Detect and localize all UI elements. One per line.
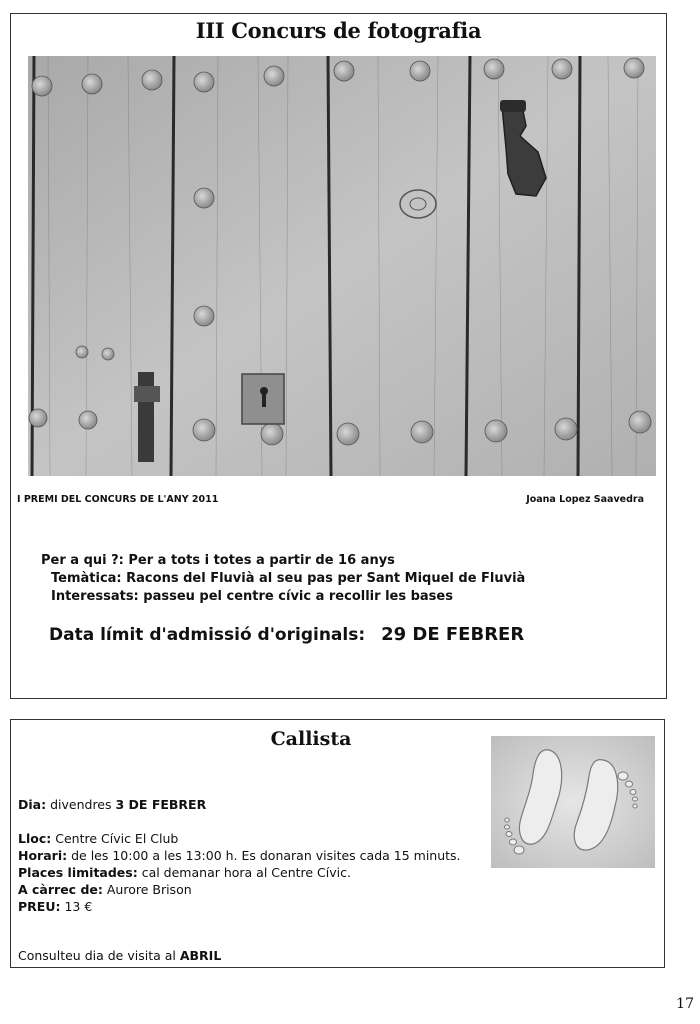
limited-places-label: Places limitades: [18,865,138,880]
callista-price [18,898,461,915]
callista-title: Callista [270,728,352,750]
callista-details [18,796,461,915]
callista-place [18,830,461,847]
schedule-label: Horari: [18,848,68,863]
schedule-value: de les 10:00 a les 13:00 h. Es donaran visites cada 15 minuts. [71,848,461,863]
callista-in-charge [18,881,461,898]
contest-info-audience: Per a qui ?: Per a tots i totes a partir de 16 anys [41,553,395,568]
in-charge-value: Aurore Brison [106,882,192,897]
contest-title: III Concurs de fotografia [195,18,482,43]
callista-visit-note [18,948,221,963]
contest-deadline [49,624,524,645]
callista-schedule [18,847,461,864]
place-label: Lloc: [18,831,52,846]
callista-section [10,719,665,968]
photo-caption-author: Joana Lopez Saavedra [526,494,644,505]
contest-info-interested: Interessats: passeu pel centre cívic a recollir les bases [51,589,453,604]
contest-winning-photo [28,56,656,476]
footprints-photo [491,736,655,868]
visit-month: ABRIL [179,948,222,963]
callista-limited-places [18,864,461,881]
visit-text: Consulteu dia de visita al [18,948,176,963]
contest-info-theme: Temàtica: Racons del Fluvià al seu pas per Sant Miquel de Fluvià [51,571,526,586]
deadline-date: 29 DE FEBRER [381,624,525,645]
day-date: 3 DE FEBRER [115,797,207,812]
contest-info [41,552,525,606]
price-value: 13 € [64,899,93,914]
day-value: divendres [50,797,112,812]
page-number: 17 [676,996,694,1012]
photo-contest-section [10,13,667,699]
photo-caption-award: I PREMI DEL CONCURS DE L'ANY 2011 [17,494,219,505]
callista-day [18,796,461,813]
deadline-label: Data límit d'admissió d'originals: [49,625,366,645]
in-charge-label: A càrrec de: [18,882,103,897]
place-value: Centre Cívic El Club [55,831,179,846]
limited-places-value: cal demanar hora al Centre Cívic. [141,865,351,880]
price-label: PREU: [18,899,61,914]
day-label: Dia: [18,797,47,812]
